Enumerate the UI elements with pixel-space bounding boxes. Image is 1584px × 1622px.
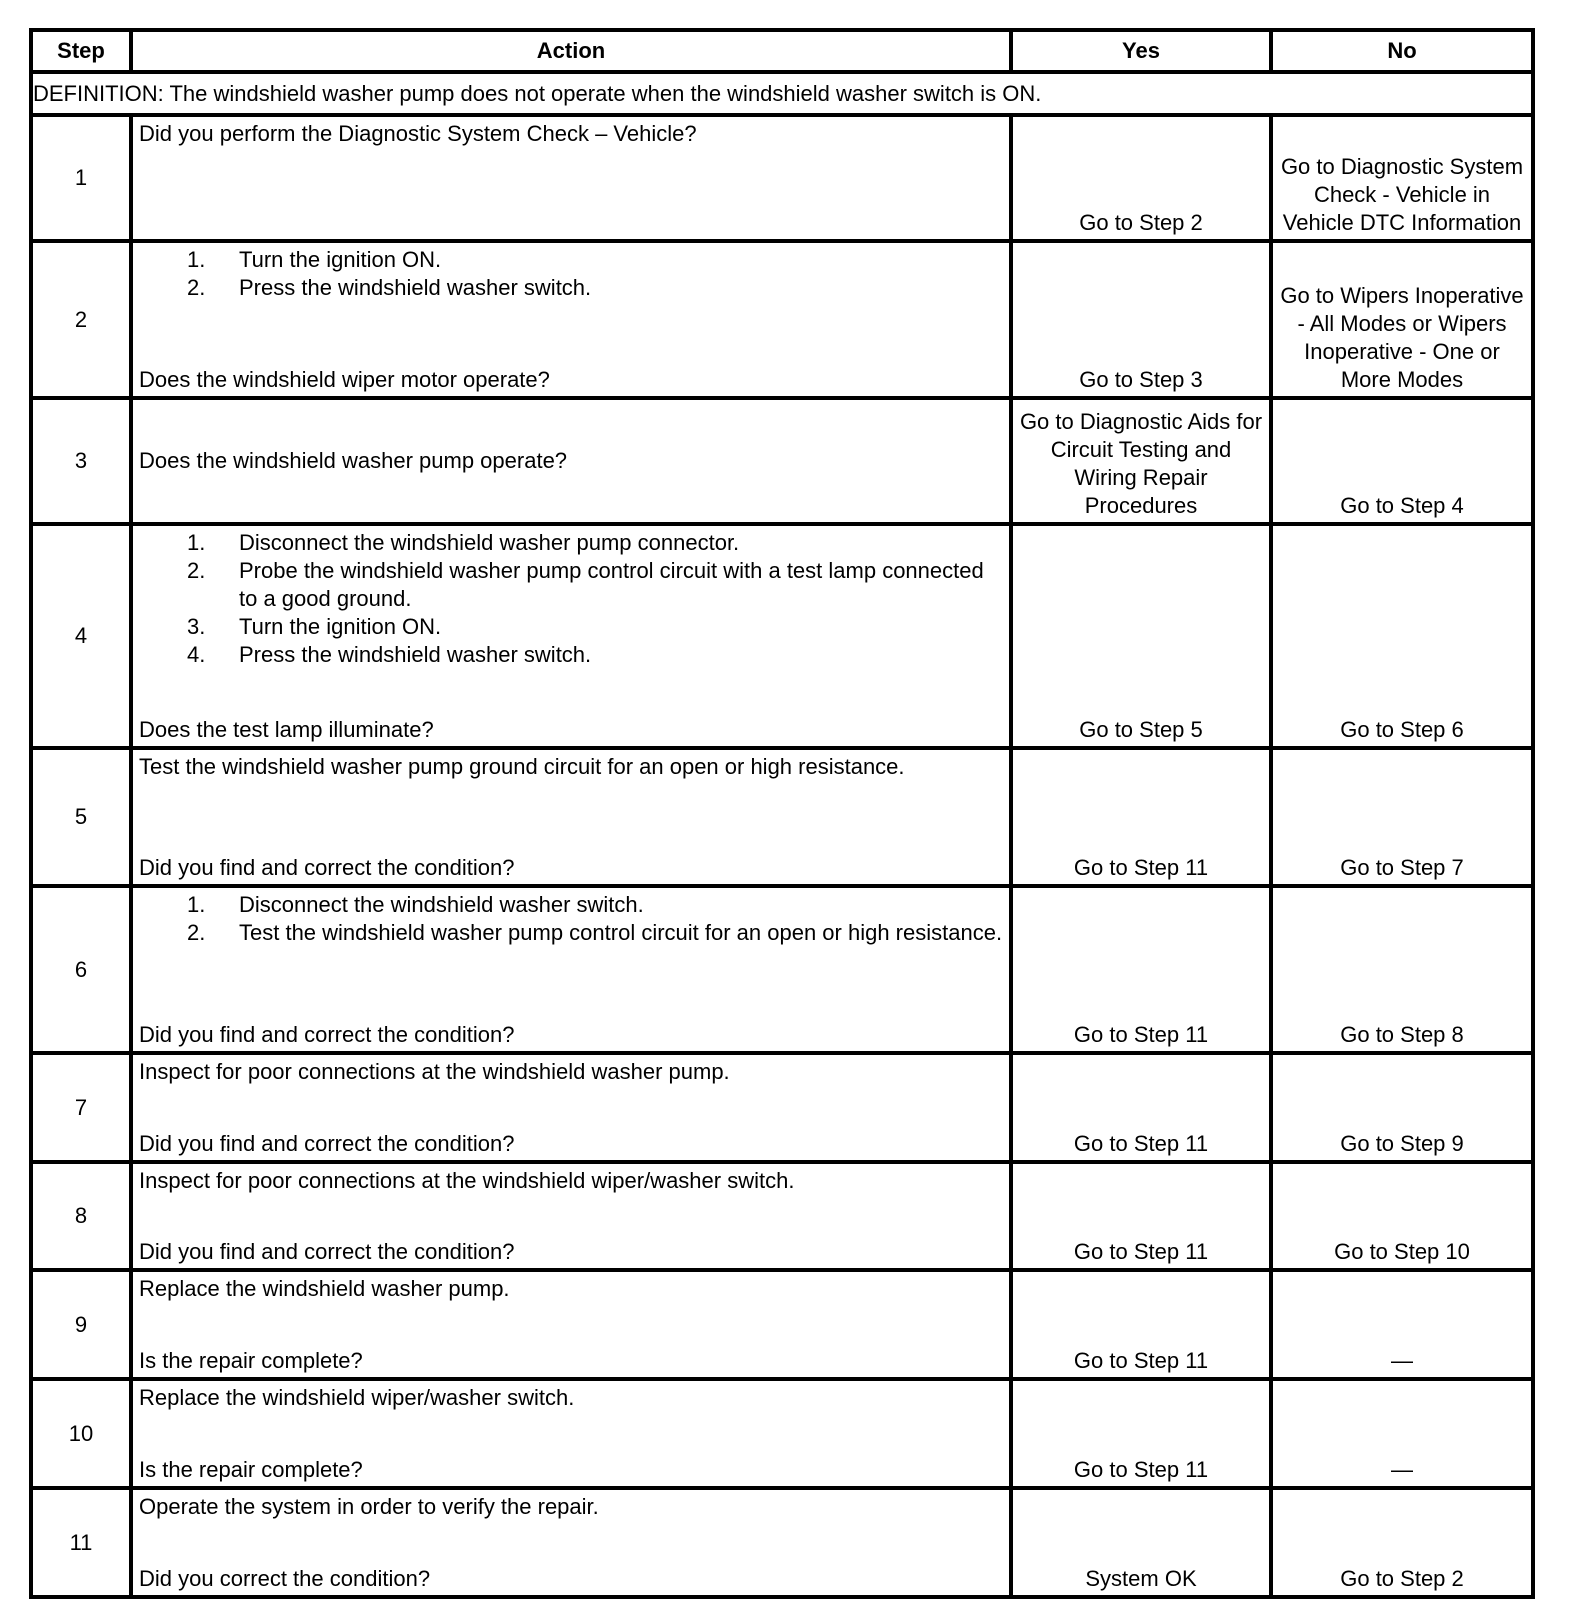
procedure-step <box>139 919 1003 947</box>
yes-result[interactable]: Go to Step 11 <box>1073 1348 1209 1373</box>
procedure-step-number: 3. <box>187 614 206 639</box>
action-cell <box>131 1379 1011 1488</box>
yes-result[interactable]: Go to Step 5 <box>1079 717 1203 742</box>
procedure-step-number: 1. <box>187 892 206 917</box>
procedure-step <box>139 641 1003 669</box>
action-text: Did you perform the Diagnostic System Check – Vehicle? <box>139 121 697 146</box>
no-result-cell <box>1271 1488 1533 1597</box>
no-result-cell <box>1271 1053 1533 1162</box>
yes-result-cell <box>1011 1162 1271 1270</box>
no-result: — <box>1391 1348 1413 1373</box>
table-row <box>31 398 1533 524</box>
no-result-cell <box>1271 398 1533 524</box>
diagnostic-table <box>29 28 1535 1599</box>
step-number: 10 <box>31 1379 131 1488</box>
yes-result-cell <box>1011 1053 1271 1162</box>
action-question: Does the windshield wiper motor operate? <box>139 367 550 392</box>
yes-result[interactable]: Go to Step 11 <box>1073 855 1209 880</box>
yes-result-cell <box>1011 524 1271 748</box>
action-cell <box>131 241 1011 398</box>
header-step: Step <box>31 30 131 72</box>
no-result[interactable]: Go to Step 4 <box>1340 493 1464 518</box>
header-action: Action <box>131 30 1011 72</box>
yes-result[interactable]: Go to Step 3 <box>1079 367 1203 392</box>
action-text: Inspect for poor connections at the windshield washer pump. <box>139 1059 730 1084</box>
yes-result[interactable]: Go to Diagnostic Aids for Circuit Testing and Wiring Repair Procedures <box>1019 409 1263 518</box>
action-question: Is the repair complete? <box>139 1348 363 1373</box>
procedure-step <box>139 557 1003 613</box>
step-number: 2 <box>31 241 131 398</box>
procedure-step-text: Disconnect the windshield washer pump connector. <box>239 530 740 555</box>
table-row <box>31 1379 1533 1488</box>
procedure-step-text: Turn the ignition ON. <box>239 247 442 272</box>
procedure-step <box>139 529 1003 557</box>
action-cell <box>131 115 1011 241</box>
yes-result-cell <box>1011 398 1271 524</box>
definition-row <box>31 72 1533 115</box>
action-question: Did you find and correct the condition? <box>139 1239 515 1264</box>
no-result[interactable]: Go to Step 9 <box>1340 1131 1464 1156</box>
action-cell <box>131 1488 1011 1597</box>
procedure-step-text: Turn the ignition ON. <box>239 614 442 639</box>
step-number: 4 <box>31 524 131 748</box>
no-result[interactable]: Go to Diagnostic System Check - Vehicle in Vehicle DTC Information <box>1280 154 1524 235</box>
procedure-step-number: 4. <box>187 642 206 667</box>
table-row <box>31 1488 1533 1597</box>
procedure-step-text: Press the windshield washer switch. <box>239 275 592 300</box>
procedure-step <box>139 891 1003 919</box>
yes-result-cell <box>1011 241 1271 398</box>
header-yes: Yes <box>1011 30 1271 72</box>
step-number: 9 <box>31 1270 131 1379</box>
action-cell <box>131 886 1011 1053</box>
yes-result[interactable]: Go to Step 11 <box>1073 1022 1209 1047</box>
table-row <box>31 1162 1533 1270</box>
no-result: — <box>1391 1457 1413 1482</box>
yes-result[interactable]: Go to Step 11 <box>1073 1131 1209 1156</box>
action-cell <box>131 524 1011 748</box>
yes-result-cell <box>1011 1488 1271 1597</box>
procedure-step-text: Press the windshield washer switch. <box>239 642 592 667</box>
action-question: Is the repair complete? <box>139 1457 363 1482</box>
action-question: Did you correct the condition? <box>139 1566 431 1591</box>
procedure-step-number: 1. <box>187 530 206 555</box>
table-row <box>31 241 1533 398</box>
table-row <box>31 748 1533 886</box>
action-question: Did you find and correct the condition? <box>139 1131 515 1156</box>
no-result-cell <box>1271 1162 1533 1270</box>
no-result-cell <box>1271 1270 1533 1379</box>
action-cell <box>131 398 1011 524</box>
header-row <box>31 30 1533 72</box>
yes-result[interactable]: Go to Step 11 <box>1073 1457 1209 1482</box>
step-number: 1 <box>31 115 131 241</box>
yes-result[interactable]: Go to Step 2 <box>1079 210 1203 235</box>
step-number: 5 <box>31 748 131 886</box>
table-row <box>31 886 1533 1053</box>
no-result[interactable]: Go to Step 2 <box>1340 1566 1464 1591</box>
no-result-cell <box>1271 748 1533 886</box>
yes-result-cell <box>1011 115 1271 241</box>
header-no: No <box>1271 30 1533 72</box>
step-number: 6 <box>31 886 131 1053</box>
procedure-step-number: 2. <box>187 920 206 945</box>
action-question: Did you find and correct the condition? <box>139 1022 515 1047</box>
no-result-cell <box>1271 1379 1533 1488</box>
action-text: Inspect for poor connections at the windshield wiper/washer switch. <box>139 1168 795 1193</box>
table-row <box>31 524 1533 748</box>
action-question: Does the windshield washer pump operate? <box>139 448 568 473</box>
step-number: 8 <box>31 1162 131 1270</box>
yes-result-cell <box>1011 1270 1271 1379</box>
yes-result: System OK <box>1085 1566 1197 1591</box>
no-result[interactable]: Go to Step 10 <box>1334 1239 1470 1264</box>
yes-result[interactable]: Go to Step 11 <box>1073 1239 1209 1264</box>
yes-result-cell <box>1011 886 1271 1053</box>
action-text: Replace the windshield washer pump. <box>139 1276 510 1301</box>
table-row <box>31 1053 1533 1162</box>
action-text: Test the windshield washer pump ground circuit for an open or high resistance. <box>139 754 905 779</box>
procedure-list <box>139 891 1003 947</box>
no-result-cell <box>1271 115 1533 241</box>
yes-result-cell <box>1011 748 1271 886</box>
action-question: Did you find and correct the condition? <box>139 855 515 880</box>
procedure-step-text: Disconnect the windshield washer switch. <box>239 892 644 917</box>
no-result-cell <box>1271 524 1533 748</box>
procedure-step-text: Test the windshield washer pump control circuit for an open or high resistance. <box>239 920 1003 945</box>
table-row <box>31 115 1533 241</box>
procedure-step-number: 1. <box>187 247 206 272</box>
step-number: 3 <box>31 398 131 524</box>
procedure-step <box>139 613 1003 641</box>
no-result[interactable]: Go to Wipers Inoperative - All Modes or Wipers Inoperative - One or More Modes <box>1280 283 1524 392</box>
action-text: Operate the system in order to verify the repair. <box>139 1494 599 1519</box>
procedure-step-number: 2. <box>187 275 206 300</box>
procedure-list <box>139 529 1003 669</box>
no-result[interactable]: Go to Step 7 <box>1340 855 1464 880</box>
yes-result-cell <box>1011 1379 1271 1488</box>
procedure-step <box>139 274 1003 302</box>
procedure-list <box>139 246 1003 302</box>
step-number: 7 <box>31 1053 131 1162</box>
procedure-step-text: Probe the windshield washer pump control circuit with a test lamp connected to a good ground. <box>239 558 984 611</box>
action-cell <box>131 1270 1011 1379</box>
no-result[interactable]: Go to Step 6 <box>1340 717 1464 742</box>
no-result-cell <box>1271 241 1533 398</box>
no-result[interactable]: Go to Step 8 <box>1340 1022 1464 1047</box>
step-number: 11 <box>31 1488 131 1597</box>
table-row <box>31 1270 1533 1379</box>
action-cell <box>131 748 1011 886</box>
action-cell <box>131 1053 1011 1162</box>
procedure-step-number: 2. <box>187 558 206 583</box>
action-cell <box>131 1162 1011 1270</box>
procedure-step <box>139 246 1003 274</box>
action-question: Does the test lamp illuminate? <box>139 717 434 742</box>
definition-text: DEFINITION: The windshield washer pump does not operate when the windshield washer switch is ON. <box>31 72 1533 115</box>
no-result-cell <box>1271 886 1533 1053</box>
action-text: Replace the windshield wiper/washer switch. <box>139 1385 575 1410</box>
